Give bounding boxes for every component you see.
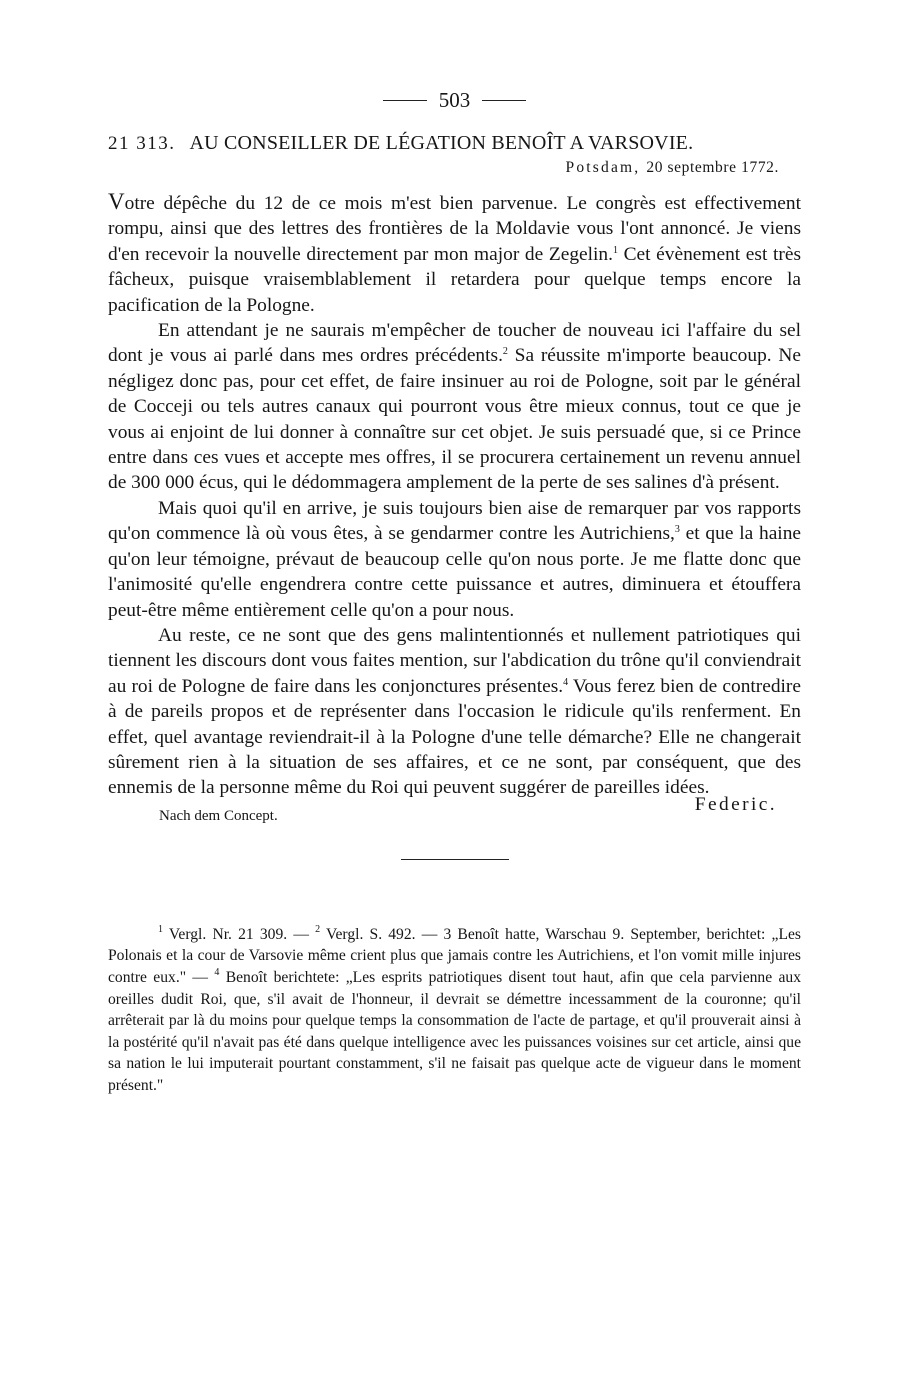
paragraph-text: otre dépêche du 12 de ce mois m'est bien parvenue. Le congrès est effectivement rompu, ainsi que des lettres des frontières de la Moldavie vous l'ont annoncé. Je viens d'en recevoir la nouvelle directement par mon major de Zegelin. [108,193,801,265]
letter-place: Potsdam, [565,159,641,176]
footnote-text [108,924,801,1097]
footnote-ref: 3 [674,524,680,536]
footnotes [108,924,801,1097]
footnote-ref: 1 [612,244,618,256]
letter-heading [108,132,801,155]
page-header [108,86,801,114]
paragraph-text: Mais quoi qu'il en arrive, je suis toujours bien aise de remarquer par vos rapports qu'on commence là où vous êtes, à se gendarmer contre les Autrichiens, [108,497,801,545]
dropcap: V [108,189,125,214]
paragraph-text: En attendant je ne saurais m'empêcher de toucher de nouveau ici l'affaire du sel dont je vous ai parlé dans mes ordres précédents. [108,320,801,367]
paragraph [108,189,801,318]
footnote-marker: 2 [315,923,321,935]
paragraph [108,496,801,623]
paragraph [108,318,801,496]
footnote-divider [401,859,509,860]
paragraph-text: Au reste, ce ne sont que des gens malintentionnés et nullement patriotiques qui tiennent les discours dont vous faites mention, sur l'abdication du trône qu'il conviendrait au roi de Pologne de faire dans les conjonctures présentes. [108,624,801,697]
paragraph-text: Cet évènement est très fâcheux, puisque vraisemblablement il retardera pour quelque temps encore la pacification de la Pologne. [108,243,801,316]
paragraph-text: et que la haine qu'on leur témoigne, prévaut de beaucoup celle qu'on nous porte. Je me flatte donc que l'animosité qu'elle engendrera contre cette puissance et autres, diminuera et étouffera peut-être même entièrement celle qu'on a pour nous. [108,523,801,621]
footnote-marker: 1 [158,923,163,935]
footnote-segment: Vergl. S. 492. — 3 Benoît hatte, Warschau 9. September, berichtet: „Les Polonais et la cour de Varsovie même crient plus que jamais contre les Autrichiens, et l'on vomit mille injures contre eux." — [108,925,801,986]
letter-number: 21 313. [108,133,176,154]
dateline [108,159,801,177]
letter-body [108,189,801,801]
letter-date: 20 septembre 1772. [646,159,779,176]
letter-title: AU CONSEILLER DE LÉGATION BENOÎT A VARSOVIE. [189,132,694,154]
document-page [108,86,801,1097]
header-rule-right [482,100,526,101]
signature: Federic. [694,793,777,815]
paragraph [108,623,801,801]
header-rule-left [383,100,427,101]
footnote-marker: 4 [214,966,220,978]
paragraph-text: Sa réussite m'importe beaucoup. Ne négligez donc pas, pour cet effet, de faire insinuer au roi de Pologne, soit par le général de Cocceji ou tels autres canaux qui pourront vous être mieux connus, tout ce que je vous ai enjoint de lui donner à connaître sur cet objet. Je suis persuadé que, si ce Prince entre dans ces vues et accepte mes offres, il se procurera certainement un revenu annuel de 300 000 écus, qui le dédommagera amplement de la perte de ses salines d'à présent. [108,345,801,494]
paragraph-text: Vous ferez bien de contredire à de pareils propos et de représenter dans l'occasion le ridicule qu'ils renferment. En effet, quel avantage reviendrait-il à la Pologne d'une telle démarche? Elle ne changerait sûrement rien à la situation de ses affaires, et ce ne sont, par conséquent, que des ennemis de la personne même du Roi qui peuvent suggérer de pareilles idées. [108,675,801,799]
footnote-segment: Benoît berichtete: „Les esprits patriotiques disent tout haut, afin que cela parvienne aux oreilles dudit Roi, que, s'il avait de l'honneur, il devrait se démettre incessamment de la couronne; qu'il arrêterait par là du moins pour quelque temps la consommation de l'acte de partage, et qu'il prouverait ainsi à la postérité qu'il n'avait pas été dans quelque intelligence avec les puissances voisines sur cet article, ainsi que sa nation le lui imputerait pourtant constamment, s'il ne faisait pas quelque acte de vigueur dans le moment présent." [108,968,802,1094]
source-note: Nach dem Concept. [159,807,278,824]
footnote-ref: 4 [563,676,569,688]
letter-closing [108,793,801,831]
footnote-segment: Vergl. Nr. 21 309. — [163,925,316,943]
footnote-ref: 2 [502,346,508,358]
page-number: 503 [438,87,471,112]
